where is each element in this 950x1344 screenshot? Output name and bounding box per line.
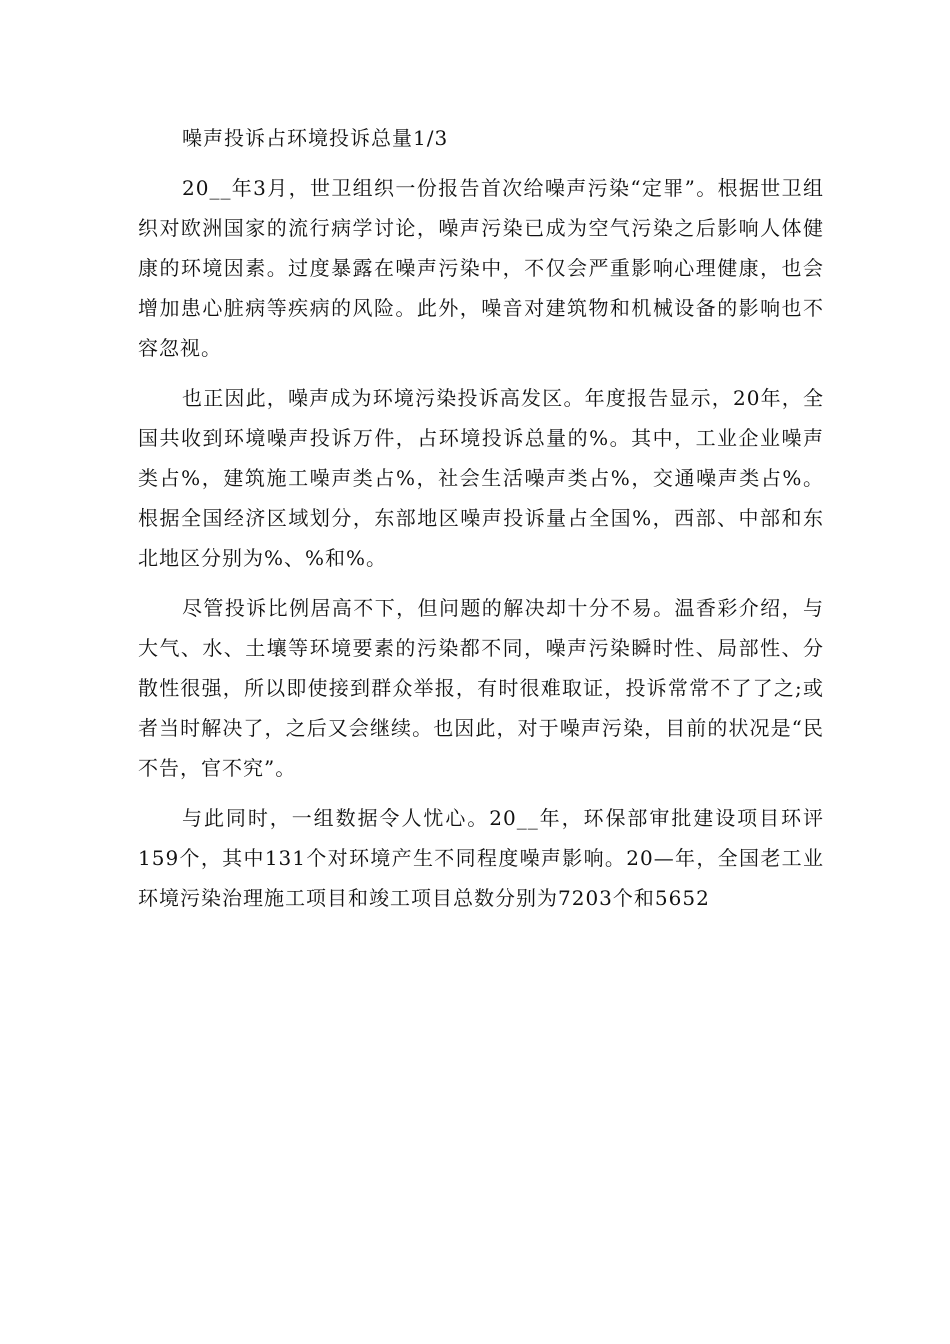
document-title: 噪声投诉占环境投诉总量1/3 [182, 126, 449, 150]
paragraph-who-report: 20__年3月，世卫组织一份报告首次给噪声污染“定罪”。根据世卫组织对欧洲国家的流行病学讨论，噪声污染已成为空气污染之后影响人体健康的环境因素。过度暴露在噪声污染中，不仅会严重影响心理健康，也会增加患心脏病等疾病的风险。此外，噪音对建筑物和机械设备的影响也不容忽视。 [138, 176, 824, 360]
paragraph-project-data: 与此同时，一组数据令人忧心。20__年，环保部审批建设项目环评159个，其中131个对环境产生不同程度噪声影响。20—年，全国老工业环境污染治理施工项目和竣工项目总数分别为7203个和5652 [138, 806, 824, 910]
paragraph-resolution-difficulty: 尽管投诉比例居高不下，但问题的解决却十分不易。温香彩介绍，与大气、水、土壤等环境要素的污染都不同，噪声污染瞬时性、局部性、分散性很强，所以即使接到群众举报，有时很难取证，投诉常常不了了之;或者当时解决了，之后又会继续。也因此，对于噪声污染，目前的状况是“民不告，官不究”。 [138, 596, 824, 780]
paragraph-complaint-stats: 也正因此，噪声成为环境污染投诉高发区。年度报告显示，20年，全国共收到环境噪声投诉万件，占环境投诉总量的%。其中，工业企业噪声类占%，建筑施工噪声类占%，社会生活噪声类占%，交通噪声类占%。根据全国经济区域划分，东部地区噪声投诉量占全国%，西部、中部和东北地区分别为%、%和%。 [138, 386, 824, 570]
document-body [138, 118, 824, 928]
